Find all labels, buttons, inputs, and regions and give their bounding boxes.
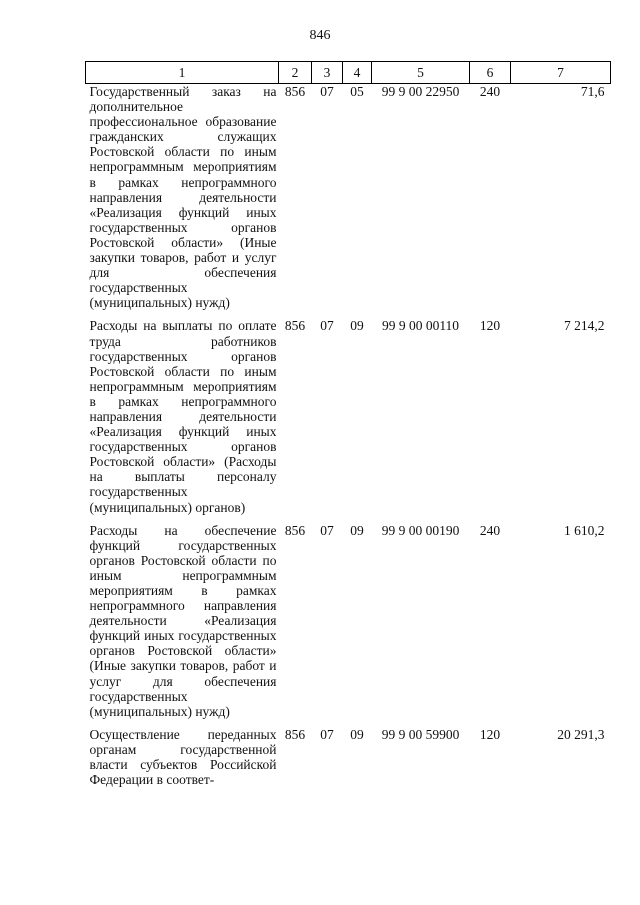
row-target-article: 99 9 00 59900	[381, 726, 460, 742]
row-target-article: 99 9 00 22950	[381, 84, 460, 99]
header-row	[86, 62, 611, 84]
row-amount: 20 291,3	[557, 726, 605, 742]
row-amount: 7 214,2	[564, 318, 605, 334]
row-amount: 71,6	[580, 84, 605, 99]
budget-table	[85, 61, 611, 795]
row-ministry-code: 856	[284, 84, 306, 99]
table-header	[86, 62, 611, 84]
row-subsection-code: 05	[350, 84, 364, 99]
header-col-1: 1	[86, 62, 279, 84]
row-ministry-code: 856	[284, 522, 306, 538]
table-body	[86, 84, 611, 796]
row-expense-type: 240	[479, 84, 501, 99]
header-col-6: 6	[470, 62, 511, 84]
header-col-4: 4	[343, 62, 372, 84]
row-target-article: 99 9 00 00190	[381, 522, 460, 538]
table-row	[86, 318, 611, 522]
row-description: Расходы на обеспечение функций государственных органов Ростовской области по иным непрограммным мероприятиям в рамках непрограммного направления деятельности «Реализация функций иных государственных органов Ростовской области» (Иные закупки товаров, работ и услуг для обеспечения государственных (муниципальных) нужд)	[89, 522, 277, 719]
page-number: 846	[309, 28, 331, 43]
row-description: Расходы на выплаты по оплате труда работников государственных органов Ростовской области по иным непрограммным мероприятиям в рамках непрограммного направления деятельности «Реализация функций иных государственных органов Ростовской области» (Расходы на выплаты персоналу государственных (муниципальных) органов)	[89, 318, 277, 515]
row-subsection-code: 09	[350, 522, 364, 538]
row-section-code: 07	[320, 84, 334, 99]
row-subsection-code: 09	[350, 318, 364, 334]
row-ministry-code: 856	[284, 318, 306, 334]
row-expense-type: 120	[479, 726, 501, 742]
row-amount: 1 610,2	[564, 522, 605, 538]
header-col-5: 5	[372, 62, 470, 84]
row-expense-type: 120	[479, 318, 501, 334]
table-row	[86, 84, 611, 319]
row-description: Осуществление переданных органам государственной власти субъектов Российской Федерации в соответ-	[89, 726, 277, 788]
row-subsection-code: 09	[350, 726, 364, 742]
table-row	[86, 523, 611, 727]
row-target-article: 99 9 00 00110	[381, 318, 460, 334]
row-ministry-code: 856	[284, 726, 306, 742]
row-description: Государственный заказ на дополнительное профессиональное образование гражданских служащих Ростовской области по иным непрограммным мероприятиям в рамках непрограммного направления деятельности «Реализация функций иных государственных органов Ростовской области» (Иные закупки товаров, работ и услуг для обеспечения государственных (муниципальных) нужд)	[89, 84, 277, 311]
row-section-code: 07	[320, 522, 334, 538]
row-section-code: 07	[320, 726, 334, 742]
header-col-7: 7	[511, 62, 611, 84]
row-section-code: 07	[320, 318, 334, 334]
header-col-3: 3	[312, 62, 343, 84]
table-row	[86, 727, 611, 795]
row-expense-type: 240	[479, 522, 501, 538]
header-col-2: 2	[279, 62, 312, 84]
